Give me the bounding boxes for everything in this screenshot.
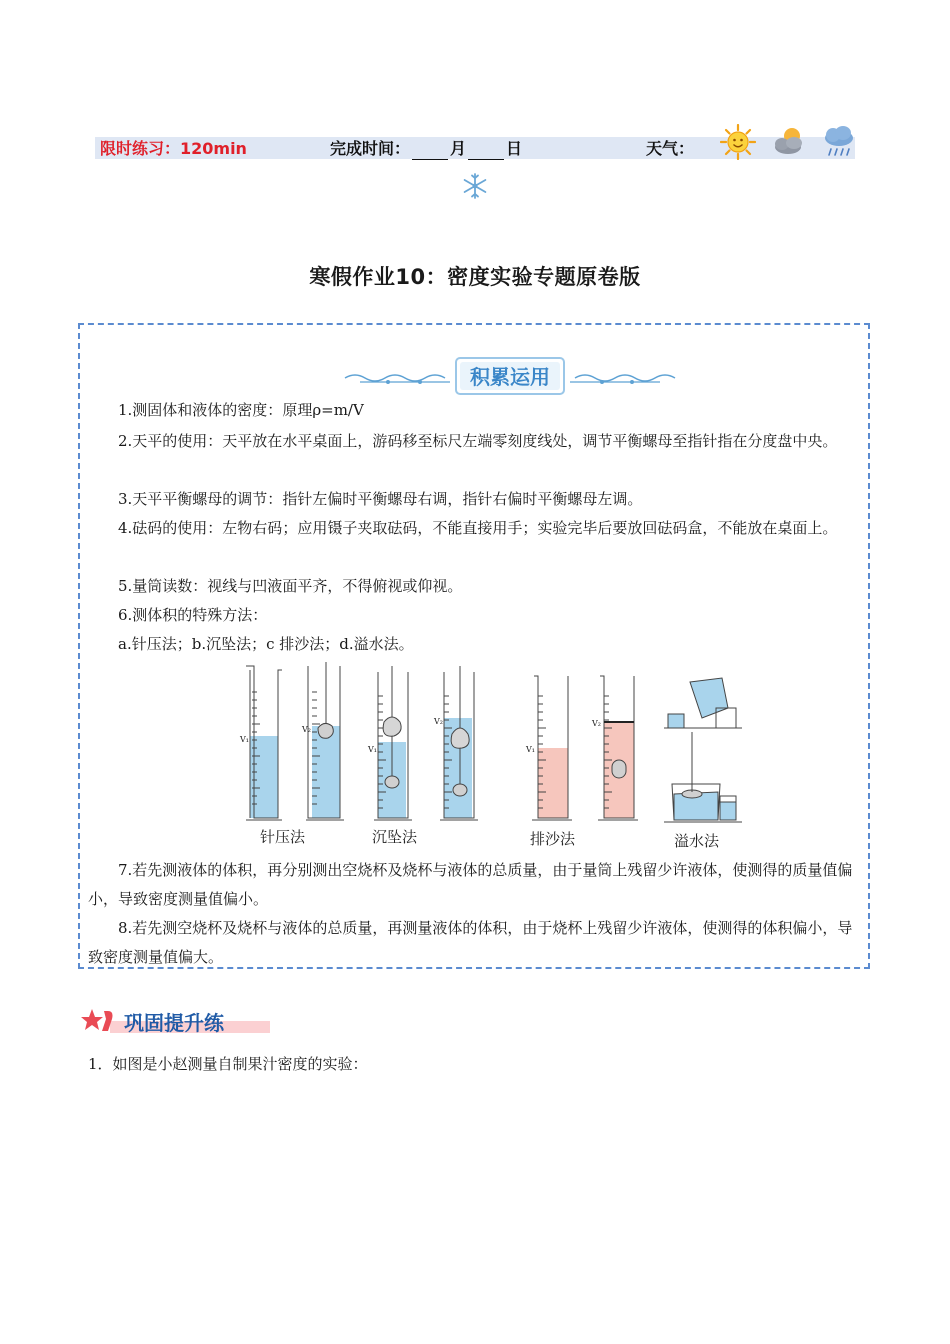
partly-cloudy-icon[interactable] xyxy=(770,124,810,160)
day-blank[interactable] xyxy=(468,143,504,160)
cylinder-mark-v1: V₁ xyxy=(368,745,377,754)
figure-label: 溢水法 xyxy=(674,832,720,850)
summary-item: 4.砝码的使用：左物右码；应用镊子夹取砝码，不能直接用手；实验完毕后要放回砝码盒，不能放在桌面上。 xyxy=(118,519,838,537)
summary-item: 5.量筒读数：视线与凹液面平齐，不得俯视或仰视。 xyxy=(118,577,463,595)
day-label: 日 xyxy=(506,139,523,158)
finish-time xyxy=(330,138,522,160)
cylinder-mark-v2: V₂ xyxy=(434,717,443,726)
summary-item: 1.测固体和液体的密度：原理ρ=m/V xyxy=(118,401,364,419)
cylinder-mark-v2: V₂ xyxy=(302,725,311,734)
summary-item: 2.天平的使用：天平放在水平桌面上，游码移至标尺左端零刻度线处，调节平衡螺母至指针指在分度盘中央。 xyxy=(118,432,838,450)
summary-item: a.针压法；b.沉坠法；c 排沙法；d.溢水法。 xyxy=(118,635,414,653)
figure-label: 沉坠法 xyxy=(372,828,418,846)
volume-methods-figure xyxy=(232,662,742,852)
cylinder-mark-v1: V₁ xyxy=(526,745,535,754)
cylinder-mark-v2: V₂ xyxy=(592,719,601,728)
month-blank[interactable] xyxy=(412,143,448,160)
summary-item: 6.测体积的特殊方法： xyxy=(118,606,268,624)
summary-item: 8.若先测空烧杯及烧杯与液体的总质量，再测量液体的体积，由于烧杯上残留少许液体，使测得的体积偏小，导致密度测量值偏大。 xyxy=(88,919,853,966)
summary-item: 7.若先测液体的体积，再分别测出空烧杯及烧杯与液体的总质量，由于量筒上残留少许液体，使测得的质量值偏小，导致密度测量值偏小。 xyxy=(88,861,853,908)
figure-label: 排沙法 xyxy=(530,830,576,848)
snowflake-icon xyxy=(461,172,489,200)
section-title: 巩固提升练 xyxy=(124,1011,224,1035)
summary-banner xyxy=(340,356,680,396)
time-limit: 限时练习：120min xyxy=(100,139,247,158)
rain-cloud-icon[interactable] xyxy=(822,124,856,160)
summary-banner-text: 积累运用 xyxy=(470,365,550,389)
month-label: 月 xyxy=(450,139,467,158)
page-title: 寒假作业10：密度实验专题原卷版 xyxy=(309,265,641,289)
summary-item: 3.天平平衡螺母的调节：指针左偏时平衡螺母右调，指针右偏时平衡螺母左调。 xyxy=(118,490,643,508)
section-heading xyxy=(80,1003,280,1039)
finish-label: 完成时间： xyxy=(330,139,411,158)
sun-icon[interactable] xyxy=(720,124,756,160)
figure-label: 针压法 xyxy=(260,828,306,846)
weather-label: 天气： xyxy=(646,139,695,158)
cylinder-mark-v1: V₁ xyxy=(240,735,249,744)
question-1: 1．如图是小赵测量自制果汁密度的实验： xyxy=(88,1055,368,1073)
